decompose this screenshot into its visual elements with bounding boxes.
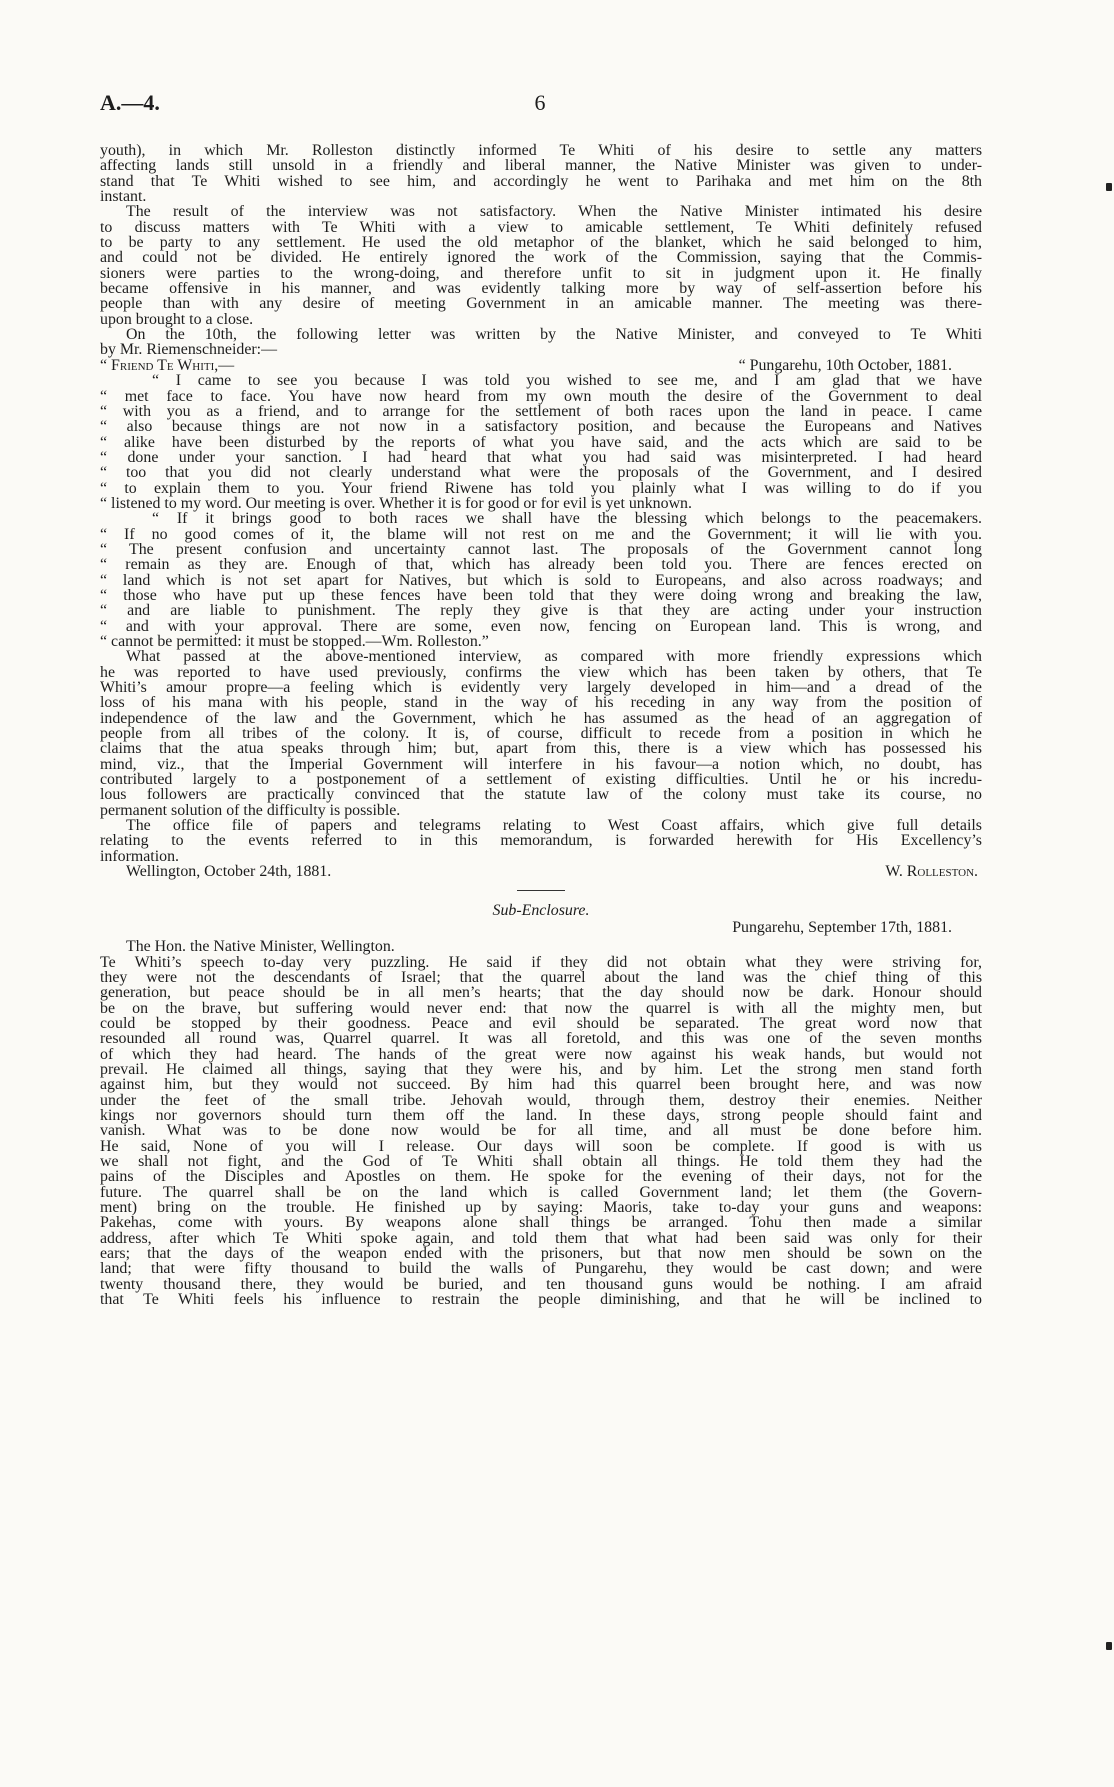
text-line: “ too that you did not clearly understand what were the proposals of the Government, and I desired <box>100 464 982 482</box>
letter-paragraph-1 <box>100 373 982 511</box>
text-line: contributed largely to a postponement of a settlement of existing difficulties. Until he or his incredu- <box>100 771 982 789</box>
text-line: instant. <box>100 188 147 206</box>
text-line: “ I came to see you because I was told you wished to see me, and I am glad that we have <box>152 372 982 390</box>
text-line: “ alike have been disturbed by the reports of what you have said, and the acts which are said to be <box>100 433 982 451</box>
text-line: to be party to any settlement. He used the old metaphor of the blanket, which he said belonged to him, <box>100 234 982 252</box>
text-line: stand that Te Whiti wished to see him, and accordingly he went to Parihaka and met him on the 8th <box>100 172 982 190</box>
text-line: land; that were fifty thousand to build the walls of Pungarehu, they would be cast down; and were <box>100 1260 982 1278</box>
text-line: upon brought to a close. <box>100 310 254 328</box>
text-line: pains of the Disciples and Apostles on them. He spoke for the evening of their days, not for the <box>100 1168 982 1186</box>
text-line: youth), in which Mr. Rolleston distinctly informed Te Whiti of his desire to settle any matters <box>100 142 982 159</box>
sub-enclosure-body <box>100 955 982 1308</box>
signoff-place-date: Wellington, October 24th, 1881. <box>126 863 332 881</box>
paragraph-4 <box>100 649 982 818</box>
text-line: people than with any desire of meeting Government in an amicable manner. The meeting was there- <box>100 295 982 313</box>
text-line: relating to the events referred to in this memorandum, is forwarded herewith for His Excellency’s <box>100 832 982 850</box>
text-line: resounded all round was, Quarrel quarrel. It was all foretold, and this was one of the seven months <box>100 1030 982 1048</box>
text-line: Pakehas, come with yours. By weapons alone shall things be arranged. Tohu then made a similar <box>100 1214 982 1232</box>
text-line: vanish. What was to be done now would be for all time, and all must be done before him. <box>100 1122 982 1140</box>
text-line: to discuss matters with Te Whiti with a view to amicable settlement, Te Whiti definitely refused <box>100 218 982 236</box>
letter-paragraph-2 <box>100 511 982 649</box>
text-line: loss of his mana with his people, stand in the way of his receding in any way from the position of <box>100 694 982 712</box>
text-line: ears; that the days of the weapon ended with the prisoners, but that now men should be sown on the <box>100 1245 982 1263</box>
text-line: became offensive in his manner, and was evidently talking more by way of self-assertion before his <box>100 280 982 298</box>
text-line: future. The quarrel shall be on the land which is called Government land; let them (the Govern- <box>100 1183 982 1201</box>
text-line: “ met face to face. You have now heard from my own mouth the desire of the Government to deal <box>100 387 982 405</box>
text-line: they were not the descendants of Israel; that the quarrel about the land was the chief thing of this <box>100 968 982 986</box>
text-line: under the feet of the small tribe. Jehovah would, through them, destroy their enemies. Neither <box>100 1091 982 1109</box>
text-line: people from all tribes of the colony. It is, of course, difficult to recede from a position in which he <box>100 725 982 743</box>
text-line: kings nor governors should turn them off the land. In these days, strong people should faint and <box>100 1106 982 1124</box>
text-line: claims that the atua speaks through him; but, apart from this, there is a view which has possessed his <box>100 740 982 758</box>
text-line: “ and are liable to punishment. The reply they give is that they are acting under your instruction <box>100 602 982 620</box>
text-line: against him, but they would not succeed. By him had this quarrel been brought here, and was now <box>100 1076 982 1094</box>
text-line: “ to explain them to you. Your friend Riwene has told you plainly what I was willing to do if you <box>100 479 982 497</box>
text-line: “ and with your approval. There are some, even now, fencing on European land. This is wrong, and <box>100 617 982 635</box>
text-line: “ those who have put up these fences have been told that they were doing wrong and breaking the law, <box>100 586 982 604</box>
sub-enclosure-heading: Sub-Enclosure. <box>492 901 590 919</box>
document-reference: A.—4. <box>100 90 160 115</box>
text-line: information. <box>100 847 179 865</box>
paragraph-1 <box>100 143 982 204</box>
text-line: Whiti’s amour propre—a feeling which is evidently very largely developed in him—and a dread of the <box>100 679 982 697</box>
text-line: lous followers are practically convinced that the statute law of the colony must take its course, no <box>100 786 982 804</box>
text-line: The office file of papers and telegrams relating to West Coast affairs, which give full details <box>126 817 982 835</box>
letter-heading <box>100 358 982 373</box>
text-line: twenty thousand there, they would be buried, and ten thousand guns would be nothing. I am afraid <box>100 1275 982 1293</box>
text-line: What passed at the above-mentioned interview, as compared with more friendly expressions which <box>126 648 982 666</box>
text-line: be on the brave, but suffering would never end: that now the quarrel is with all the mighty men, but <box>100 999 982 1017</box>
text-line: He said, None of you will I release. Our days will soon be complete. If good is with us <box>100 1137 982 1155</box>
document-body <box>100 143 982 1307</box>
text-line: On the 10th, the following letter was written by the Native Minister, and conveyed to Te Whiti <box>126 326 982 344</box>
text-line: address, after which Te Whiti spoke again, and told them that what had been said was only for their <box>100 1229 982 1247</box>
letter-salutation: “ Friend Te Whiti,— <box>100 356 235 374</box>
text-line: “ If it brings good to both races we shall have the blessing which belongs to the peacemakers. <box>152 510 982 528</box>
paragraph-2 <box>100 204 982 327</box>
text-line: independence of the law and the Government, which he has assumed as the head of an aggregation of <box>100 709 982 727</box>
text-line: “ If no good comes of it, the blame will not rest on me and the Government; it will lie with you. <box>100 525 982 543</box>
sub-enclosure-addressee: The Hon. the Native Minister, Wellington. <box>126 938 395 956</box>
text-line: ment) bring on the trouble. He finished up by saying: Maoris, take to-day your guns and weapons: <box>100 1199 982 1217</box>
section-divider <box>517 890 565 891</box>
paragraph-5 <box>100 818 982 864</box>
text-line: “ also because things are not now in a satisfactory position, and because the Europeans and Natives <box>100 418 982 436</box>
page-header <box>100 90 980 120</box>
signoff-signature: W. Rolleston. <box>885 863 978 881</box>
text-line: “ land which is not set apart for Natives, but which is sold to Europeans, and also across roadways; and <box>100 571 982 589</box>
text-line: could be stopped by their goodness. Peace and evil should be separated. The great word now that <box>100 1014 982 1032</box>
text-line: “ done under your sanction. I had heard that what you had said was misinterpreted. I had heard <box>100 448 982 466</box>
text-line: we shall not fight, and the God of Te Whiti shall obtain all things. He told them they had the <box>100 1153 982 1170</box>
text-line: he was reported to have used previously, confirms the view which has been taken by others, that Te <box>100 663 982 681</box>
text-line: of which they had heard. The hands of the great were now against his weak hands, but would not <box>100 1045 982 1063</box>
letter-dateline: “ Pungarehu, 10th October, 1881. <box>738 356 952 374</box>
text-line: affecting lands still unsold in a friendly and liberal manner, the Native Minister was given to under- <box>100 157 982 175</box>
text-line: generation, but peace should be in all men’s hearts; that the day should now be dark. Honour should <box>100 984 982 1002</box>
paragraph-3 <box>100 327 982 358</box>
text-line: “ listened to my word. Our meeting is over. Whether it is for good or for evil is yet unknown. <box>100 494 692 512</box>
text-line: by Mr. Riemenschneider:— <box>100 341 277 359</box>
sub-enclosure-dateline: Pungarehu, September 17th, 1881. <box>732 918 952 936</box>
text-line: prevail. He claimed all things, saying that they were his, and by him. Let the strong men stand forth <box>100 1060 982 1078</box>
text-line: “ The present confusion and uncertainty cannot last. The proposals of the Government cannot long <box>100 540 982 558</box>
text-line: and could not be divided. He entirely ignored the work of the Commission, saying that the Commis- <box>100 249 982 267</box>
text-line: “ remain as they are. Enough of that, which has already been told you. There are fences erected on <box>100 556 982 574</box>
text-line: “ with you as a friend, and to arrange for the settlement of both races upon the land in peace. I came <box>100 402 982 420</box>
margin-mark <box>1106 183 1112 191</box>
page-number: 6 <box>534 90 546 115</box>
text-line: The result of the interview was not satisfactory. When the Native Minister intimated his desire <box>126 203 982 221</box>
text-line: “ cannot be permitted: it must be stopped.—Wm. Rolleston.” <box>100 633 489 650</box>
margin-mark <box>1106 1642 1112 1650</box>
text-line: that Te Whiti feels his influence to restrain the people diminishing, and that he will be inclined to <box>100 1291 982 1309</box>
text-line: permanent solution of the difficulty is possible. <box>100 801 401 819</box>
text-line: Te Whiti’s speech to-day very puzzling. He said if they did not obtain what they were striving for, <box>100 953 982 971</box>
text-line: mind, viz., that the Imperial Government will interfere in his favour—a notion which, no doubt, has <box>100 755 982 773</box>
text-line: sioners were parties to the wrong-doing, and therefore unfit to sit in judgment upon it. He finally <box>100 264 982 282</box>
signoff <box>100 864 982 879</box>
